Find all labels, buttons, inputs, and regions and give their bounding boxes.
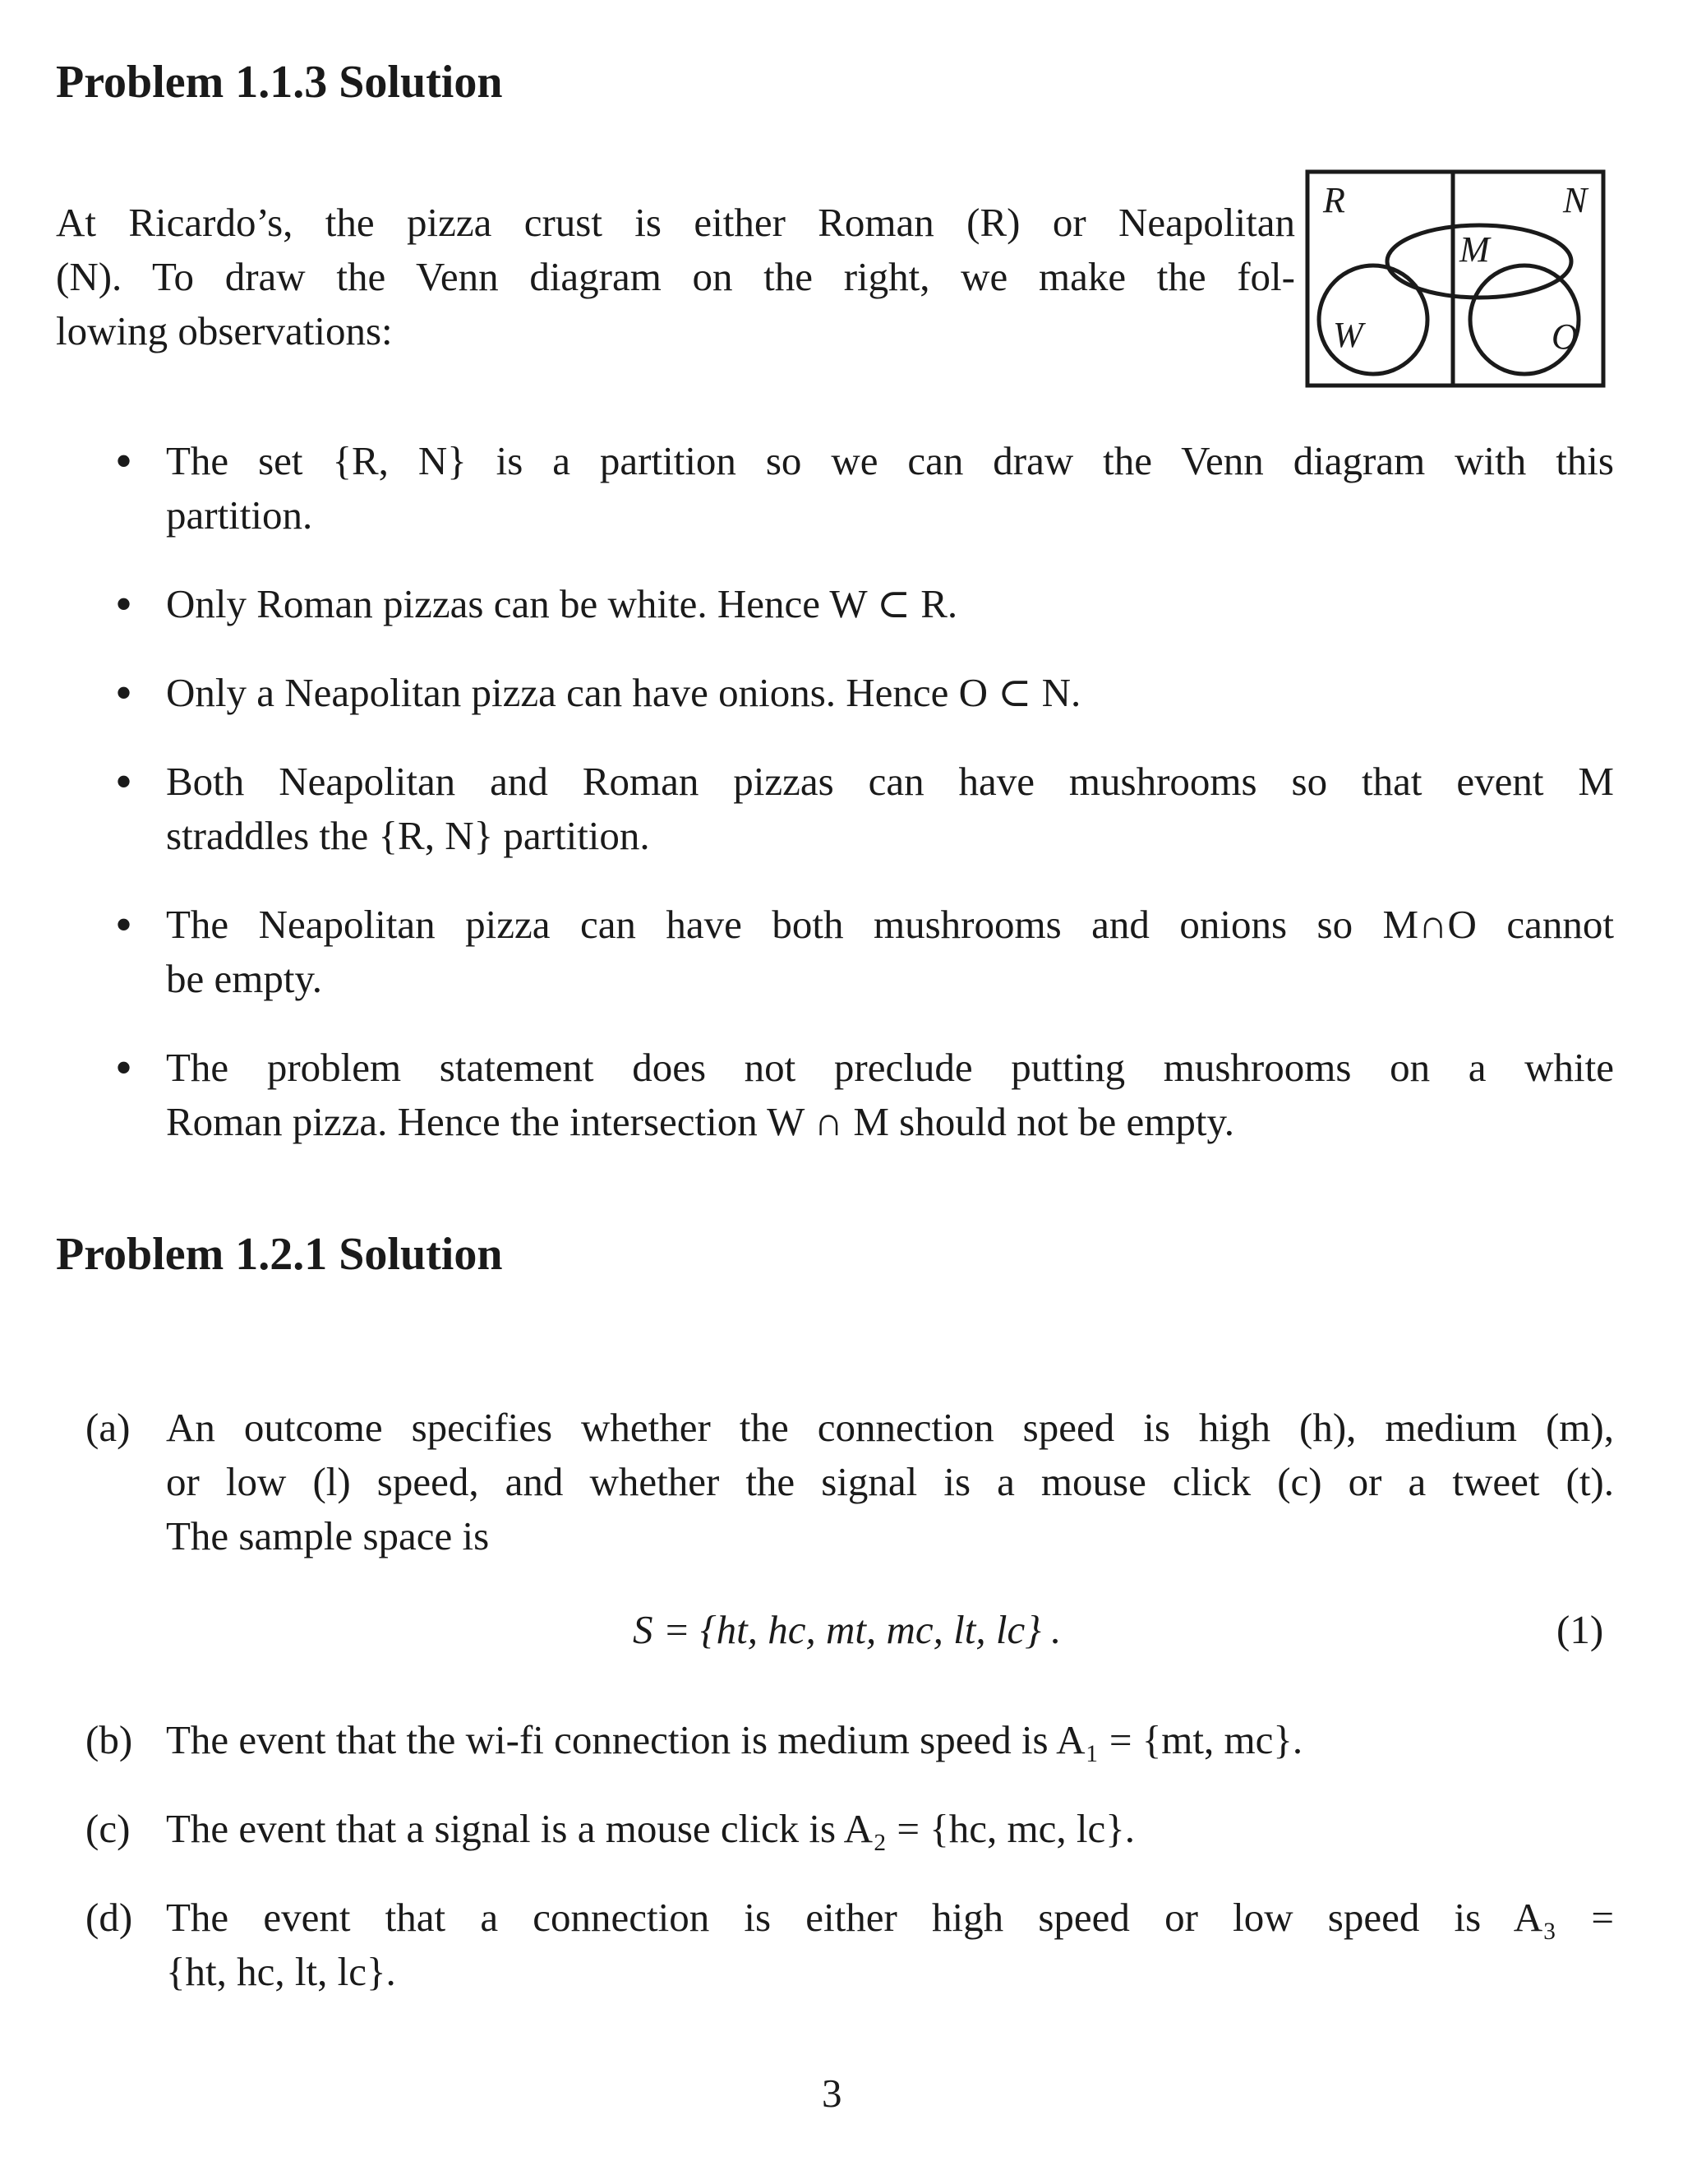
item-label-b: (b): [85, 1717, 133, 1762]
venn-label-n: N: [1563, 180, 1588, 220]
bullet-1-line-1: The set {R, N} is a partition so we can draw the Venn diagram with this: [166, 438, 1614, 483]
intro-line-2: (N). To draw the Venn diagram on the right, we make the fol-: [56, 254, 1295, 299]
bullet-5-line-1: The Neapolitan pizza can have both mushrooms and onions so M∩O cannot: [166, 902, 1614, 947]
item-b-line-1: The event that the wi-fi connection is medium speed is A₁ = {mt, mc}.: [166, 1717, 1303, 1762]
item-a-line-1: An outcome specifies whether the connection speed is high (h), medium (m),: [166, 1405, 1614, 1450]
intro-line-3: lowing observations:: [56, 308, 393, 353]
bullet-3-line-1: Only a Neapolitan pizza can have onions. Hence O ⊂ N.: [166, 670, 1081, 715]
section-heading-1-2-1: Problem 1.2.1 Solution: [56, 1229, 503, 1280]
bullet-marker: •: [115, 577, 133, 631]
page-number: 3: [822, 2071, 842, 2116]
item-label-a: (a): [85, 1405, 131, 1450]
venn-label-m: M: [1459, 229, 1490, 270]
bullet-marker: •: [115, 1041, 133, 1095]
venn-label-o: O: [1552, 316, 1578, 357]
item-d-line-2: {ht, hc, lt, lc}.: [166, 1949, 396, 1994]
section-heading-1-1-3: Problem 1.1.3 Solution: [56, 57, 503, 108]
bullet-marker: •: [115, 898, 133, 952]
item-a-line-2: or low (l) speed, and whether the signal is a mouse click (c) or a tweet (t).: [166, 1459, 1614, 1504]
bullet-marker: •: [115, 755, 133, 809]
item-d-line-1: The event that a connection is either high speed or low speed is A₃ =: [166, 1895, 1614, 1940]
intro-line-1: At Ricardo’s, the pizza crust is either Roman (R) or Neapolitan: [56, 200, 1295, 245]
bullet-1-line-2: partition.: [166, 492, 313, 538]
bullet-marker: •: [115, 434, 133, 488]
equation-number: (1): [1556, 1607, 1604, 1652]
item-c-line-1: The event that a signal is a mouse click is A₂ = {hc, mc, lc}.: [166, 1806, 1135, 1851]
item-a-line-3: The sample space is: [166, 1513, 490, 1558]
bullet-4-line-2: straddles the {R, N} partition.: [166, 813, 650, 858]
bullet-6-line-2: Roman pizza. Hence the intersection W ∩ M should not be empty.: [166, 1099, 1235, 1144]
bullet-2-line-1: Only Roman pizzas can be white. Hence W ⊂ R.: [166, 581, 958, 626]
bullet-6-line-1: The problem statement does not preclude putting mushrooms on a white: [166, 1045, 1614, 1090]
item-label-c: (c): [85, 1806, 131, 1851]
bullet-4-line-1: Both Neapolitan and Roman pizzas can have mushrooms so that event M: [166, 759, 1614, 804]
venn-label-w: W: [1333, 315, 1363, 355]
sample-space-equation: S = {ht, hc, mt, mc, lt, lc} .: [633, 1607, 1062, 1652]
bullet-marker: •: [115, 666, 133, 720]
item-label-d: (d): [85, 1895, 133, 1940]
venn-label-r: R: [1323, 180, 1345, 220]
venn-diagram: [1305, 169, 1606, 388]
bullet-5-line-2: be empty.: [166, 956, 323, 1001]
